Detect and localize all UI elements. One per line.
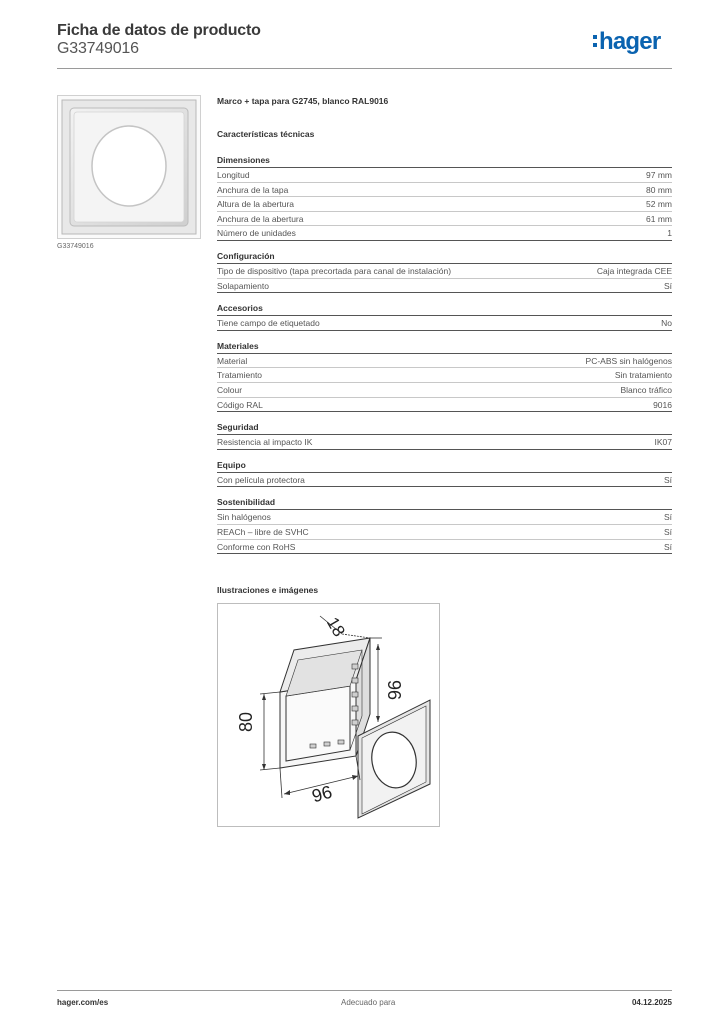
section-title: Dimensiones (217, 154, 672, 168)
row-value: Sí (663, 280, 672, 291)
table-row (217, 473, 672, 488)
row-label: Número de unidades (217, 228, 296, 239)
table-row (217, 168, 672, 183)
row-value: 97 mm (646, 170, 672, 180)
dim-height-left-label: 80 (236, 711, 256, 732)
row-label: Conforme con RoHS (217, 541, 296, 552)
table-row (217, 368, 672, 383)
row-value: 9016 (653, 399, 672, 410)
header-divider (57, 68, 672, 69)
tech-specs (217, 96, 672, 554)
table-row (217, 183, 672, 198)
table-row (217, 354, 672, 369)
row-value: 52 mm (646, 199, 672, 210)
product-code: G33749016 (57, 40, 139, 57)
row-label: Longitud (217, 170, 250, 180)
row-label: Anchura de la tapa (217, 184, 289, 195)
section-accesorios (217, 302, 672, 331)
table-row (217, 383, 672, 398)
product-thumbnail (57, 95, 201, 239)
row-value: Sí (663, 474, 672, 485)
row-label: Sin halógenos (217, 512, 271, 523)
page-title: Ficha de datos de producto (57, 22, 261, 39)
table-row (217, 525, 672, 540)
footer-suitable-for: Adecuado para (341, 998, 396, 1007)
section-equipo (217, 459, 672, 488)
row-value: PC-ABS sin halógenos (585, 355, 672, 366)
row-value: Sí (663, 541, 672, 552)
tech-specs-heading: Características técnicas (217, 129, 315, 139)
row-label: Tratamiento (217, 370, 263, 381)
table-row (217, 279, 672, 294)
hager-logo-icon (593, 35, 597, 49)
section-title: Equipo (217, 459, 672, 473)
row-value: 1 (667, 228, 672, 239)
row-value: Sí (663, 512, 672, 523)
section-configuracion (217, 250, 672, 293)
table-row (217, 510, 672, 525)
table-row (217, 540, 672, 555)
dim-height-right-label: 96 (384, 680, 404, 701)
section-seguridad (217, 421, 672, 450)
row-label: REACh – libre de SVHC (217, 526, 309, 537)
box-dimension-icon (218, 604, 439, 826)
row-label: Colour (217, 384, 243, 395)
row-label: Solapamiento (217, 280, 269, 291)
row-label: Anchura de la abertura (217, 213, 304, 224)
row-value: 80 mm (646, 184, 672, 195)
section-sostenibilidad (217, 496, 672, 554)
hager-logo: hager (599, 28, 661, 55)
table-row (217, 212, 672, 227)
footer-divider (57, 990, 672, 991)
row-label: Tipo de dispositivo (tapa precortada para canal de instalación) (217, 265, 452, 276)
section-title: Accesorios (217, 302, 672, 316)
section-dimensiones (217, 154, 672, 241)
illustrations-heading: Ilustraciones e imágenes (217, 585, 319, 595)
table-row (217, 435, 672, 450)
table-row (217, 197, 672, 212)
section-title: Sostenibilidad (217, 496, 672, 510)
table-row (217, 398, 672, 413)
row-label: Tiene campo de etiquetado (217, 318, 320, 329)
table-row (217, 226, 672, 241)
row-value: 61 mm (646, 213, 672, 224)
thumbnail-caption: G33749016 (57, 243, 94, 250)
product-title: Marco + tapa para G2745, blanco RAL9016 (217, 96, 389, 106)
dim-depth-label: 18 (322, 614, 349, 640)
row-value: Caja integrada CEE (596, 265, 672, 276)
frame-plate-icon (58, 96, 200, 238)
section-title: Configuración (217, 250, 672, 264)
row-value: Sí (663, 526, 672, 537)
section-materiales (217, 340, 672, 412)
row-label: Resistencia al impacto IK (217, 437, 313, 448)
section-title: Materiales (217, 340, 672, 354)
row-value: No (661, 318, 672, 329)
table-row (217, 316, 672, 331)
row-label: Material (217, 355, 248, 366)
row-value: IK07 (654, 437, 672, 448)
row-value: Blanco tráfico (620, 384, 672, 395)
row-label: Con película protectora (217, 474, 305, 485)
table-row (217, 264, 672, 279)
dim-width-label: 96 (309, 781, 335, 807)
footer-date: 04.12.2025 (631, 998, 672, 1007)
row-label: Código RAL (217, 399, 263, 410)
row-value: Sin tratamiento (614, 370, 672, 381)
dimension-drawing (217, 603, 440, 827)
section-title: Seguridad (217, 421, 672, 435)
row-label: Altura de la abertura (217, 199, 295, 210)
footer-website[interactable]: hager.com/es (57, 998, 109, 1007)
